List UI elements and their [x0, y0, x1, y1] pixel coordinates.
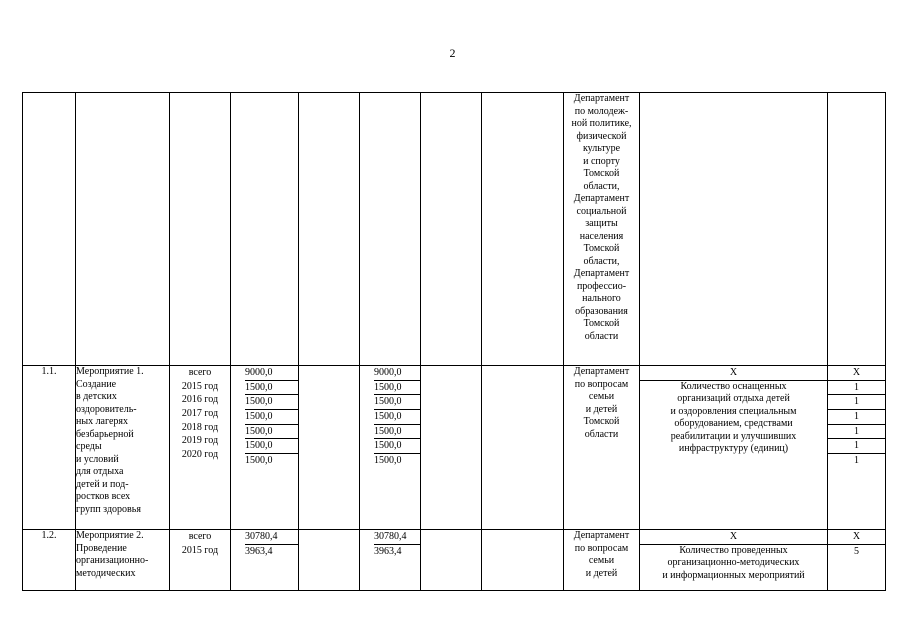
indicator-value: 1: [828, 410, 885, 425]
executor-line: Томской: [583, 318, 620, 329]
executor-line: и спорту: [583, 155, 620, 167]
budget-value: 1500,0: [374, 381, 420, 396]
executor-line: населения: [579, 230, 624, 242]
budget-value: 1500,0: [374, 455, 402, 467]
indicator-value: 1: [828, 439, 885, 454]
total-value: 1500,0: [245, 381, 298, 396]
measure-name-line: и условий: [76, 453, 119, 465]
indicator-line: оборудованием, средствами: [674, 418, 793, 430]
executor-line: защиты: [585, 218, 618, 229]
measure-name-line: методических: [76, 567, 136, 579]
indicator-cell: [640, 530, 828, 591]
executor-line: по вопросам: [574, 542, 629, 554]
executor-line: Департамент: [573, 268, 630, 279]
indicator-value: 1: [854, 455, 859, 467]
indicator-value: Х: [828, 366, 885, 381]
total-value: 9000,0: [245, 366, 298, 381]
year-label: 2015 год: [181, 544, 219, 556]
measure-name-cell: [76, 366, 170, 530]
executor-line: Томской: [583, 243, 620, 254]
indicator-line: и информационных мероприятий: [662, 569, 805, 581]
total-value: 1500,0: [245, 439, 298, 454]
measure-name-line: групп здоровья: [76, 503, 141, 515]
budget-values-cell: [360, 366, 421, 530]
indicator-line: реабилитации и улучшивших: [670, 430, 797, 442]
executor-line: Томской: [583, 416, 620, 427]
executor-cell: [564, 530, 640, 591]
executor-line: Департамент: [573, 530, 630, 541]
row-number: 1.2.: [23, 530, 76, 591]
years-cell: [170, 366, 231, 530]
executor-cell: [564, 93, 640, 366]
executor-line: области: [584, 428, 619, 440]
year-label: 2015 год: [181, 380, 219, 392]
executor-line: и детей: [585, 403, 618, 415]
table-row-1-2: [23, 530, 886, 591]
indicator-values-cell: [828, 366, 886, 530]
budget-value: 9000,0: [374, 366, 420, 381]
measure-name-line: Создание: [76, 378, 117, 390]
measure-name-line: среды: [76, 441, 102, 452]
executor-line: социальной: [576, 205, 627, 217]
executor-line: области,: [583, 180, 620, 192]
indicator-value: 1: [828, 381, 885, 396]
indicator-line: и оздоровления специальным: [670, 405, 797, 417]
indicator-value: 1: [828, 395, 885, 410]
measure-name-line: Проведение: [76, 542, 127, 554]
table-row-continuation: [23, 93, 886, 366]
measure-name-line: безбарьерной: [76, 428, 134, 440]
executor-line: Департамент: [573, 93, 630, 104]
indicator-cell: [640, 366, 828, 530]
executor-line: профессио-: [576, 280, 627, 292]
executor-line: Томской: [583, 168, 620, 179]
total-value: 1500,0: [245, 395, 298, 410]
executor-line: образования: [575, 305, 628, 317]
budget-value: 1500,0: [374, 410, 420, 425]
measure-name-line: ных лагерях: [76, 416, 129, 427]
total-value: 1500,0: [245, 425, 298, 440]
measure-name-line: Мероприятие 2.: [76, 530, 144, 541]
total-value: 3963,4: [245, 545, 273, 557]
total-value: 1500,0: [245, 410, 298, 425]
executor-cell: [564, 366, 640, 530]
measure-name-line: организационно-: [76, 555, 149, 566]
executor-line: нального: [582, 293, 621, 304]
budget-value: 1500,0: [374, 439, 420, 454]
measure-name-line: детей и под-: [76, 478, 129, 490]
year-label: всего: [188, 531, 212, 542]
indicator-value: Х: [828, 530, 885, 545]
budget-values-cell: [360, 530, 421, 591]
executor-line: области: [584, 330, 619, 342]
row-number: 1.1.: [23, 366, 76, 530]
executor-line: культуре: [582, 143, 621, 154]
executor-line: семьи: [588, 391, 615, 402]
indicator-line: организаций отдыха детей: [677, 393, 790, 405]
year-label: всего: [188, 367, 212, 378]
indicator-x: Х: [640, 530, 827, 545]
budget-value: 1500,0: [374, 395, 420, 410]
measure-name-line: в детских: [76, 391, 117, 402]
measure-name-line: Мероприятие 1.: [76, 366, 144, 377]
page-number: 2: [449, 46, 456, 60]
year-label: 2016 год: [181, 394, 219, 406]
program-table: [22, 92, 886, 591]
executor-line: ной политике,: [571, 118, 632, 129]
executor-line: Департамент: [573, 193, 630, 204]
executor-line: Департамент: [573, 366, 630, 377]
budget-value: 30780,4: [374, 530, 420, 545]
executor-line: и детей: [585, 567, 618, 579]
executor-line: по молодеж-: [574, 105, 629, 117]
indicator-line: инфраструктуру (единиц): [678, 443, 789, 455]
indicator-x: Х: [640, 366, 827, 381]
indicator-value: 5: [854, 545, 859, 557]
year-label: 2019 год: [181, 435, 219, 447]
indicator-values-cell: [828, 530, 886, 591]
measure-name-line: оздоровитель-: [76, 403, 137, 415]
indicator-line: Количество оснащенных: [680, 380, 787, 392]
table-row-1-1: [23, 366, 886, 530]
year-label: 2020 год: [181, 449, 219, 461]
year-label: 2018 год: [181, 421, 219, 433]
executor-line: физической: [576, 130, 627, 142]
measure-name-line: ростков всех: [76, 491, 131, 502]
total-values-cell: [231, 530, 299, 591]
total-value: 1500,0: [245, 455, 273, 467]
measure-name-cell: [76, 530, 170, 591]
executor-line: семьи: [588, 555, 615, 566]
total-value: 30780,4: [245, 530, 298, 545]
budget-value: 1500,0: [374, 425, 420, 440]
measure-name-line: для отдыха: [76, 466, 124, 477]
indicator-line: организационно-методических: [667, 557, 800, 569]
years-cell: [170, 530, 231, 591]
budget-value: 3963,4: [374, 545, 402, 557]
executor-line: по вопросам: [574, 378, 629, 390]
executor-line: области,: [583, 255, 620, 267]
indicator-line: Количество проведенных: [679, 544, 788, 556]
total-values-cell: [231, 366, 299, 530]
year-label: 2017 год: [181, 408, 219, 420]
indicator-value: 1: [828, 425, 885, 440]
